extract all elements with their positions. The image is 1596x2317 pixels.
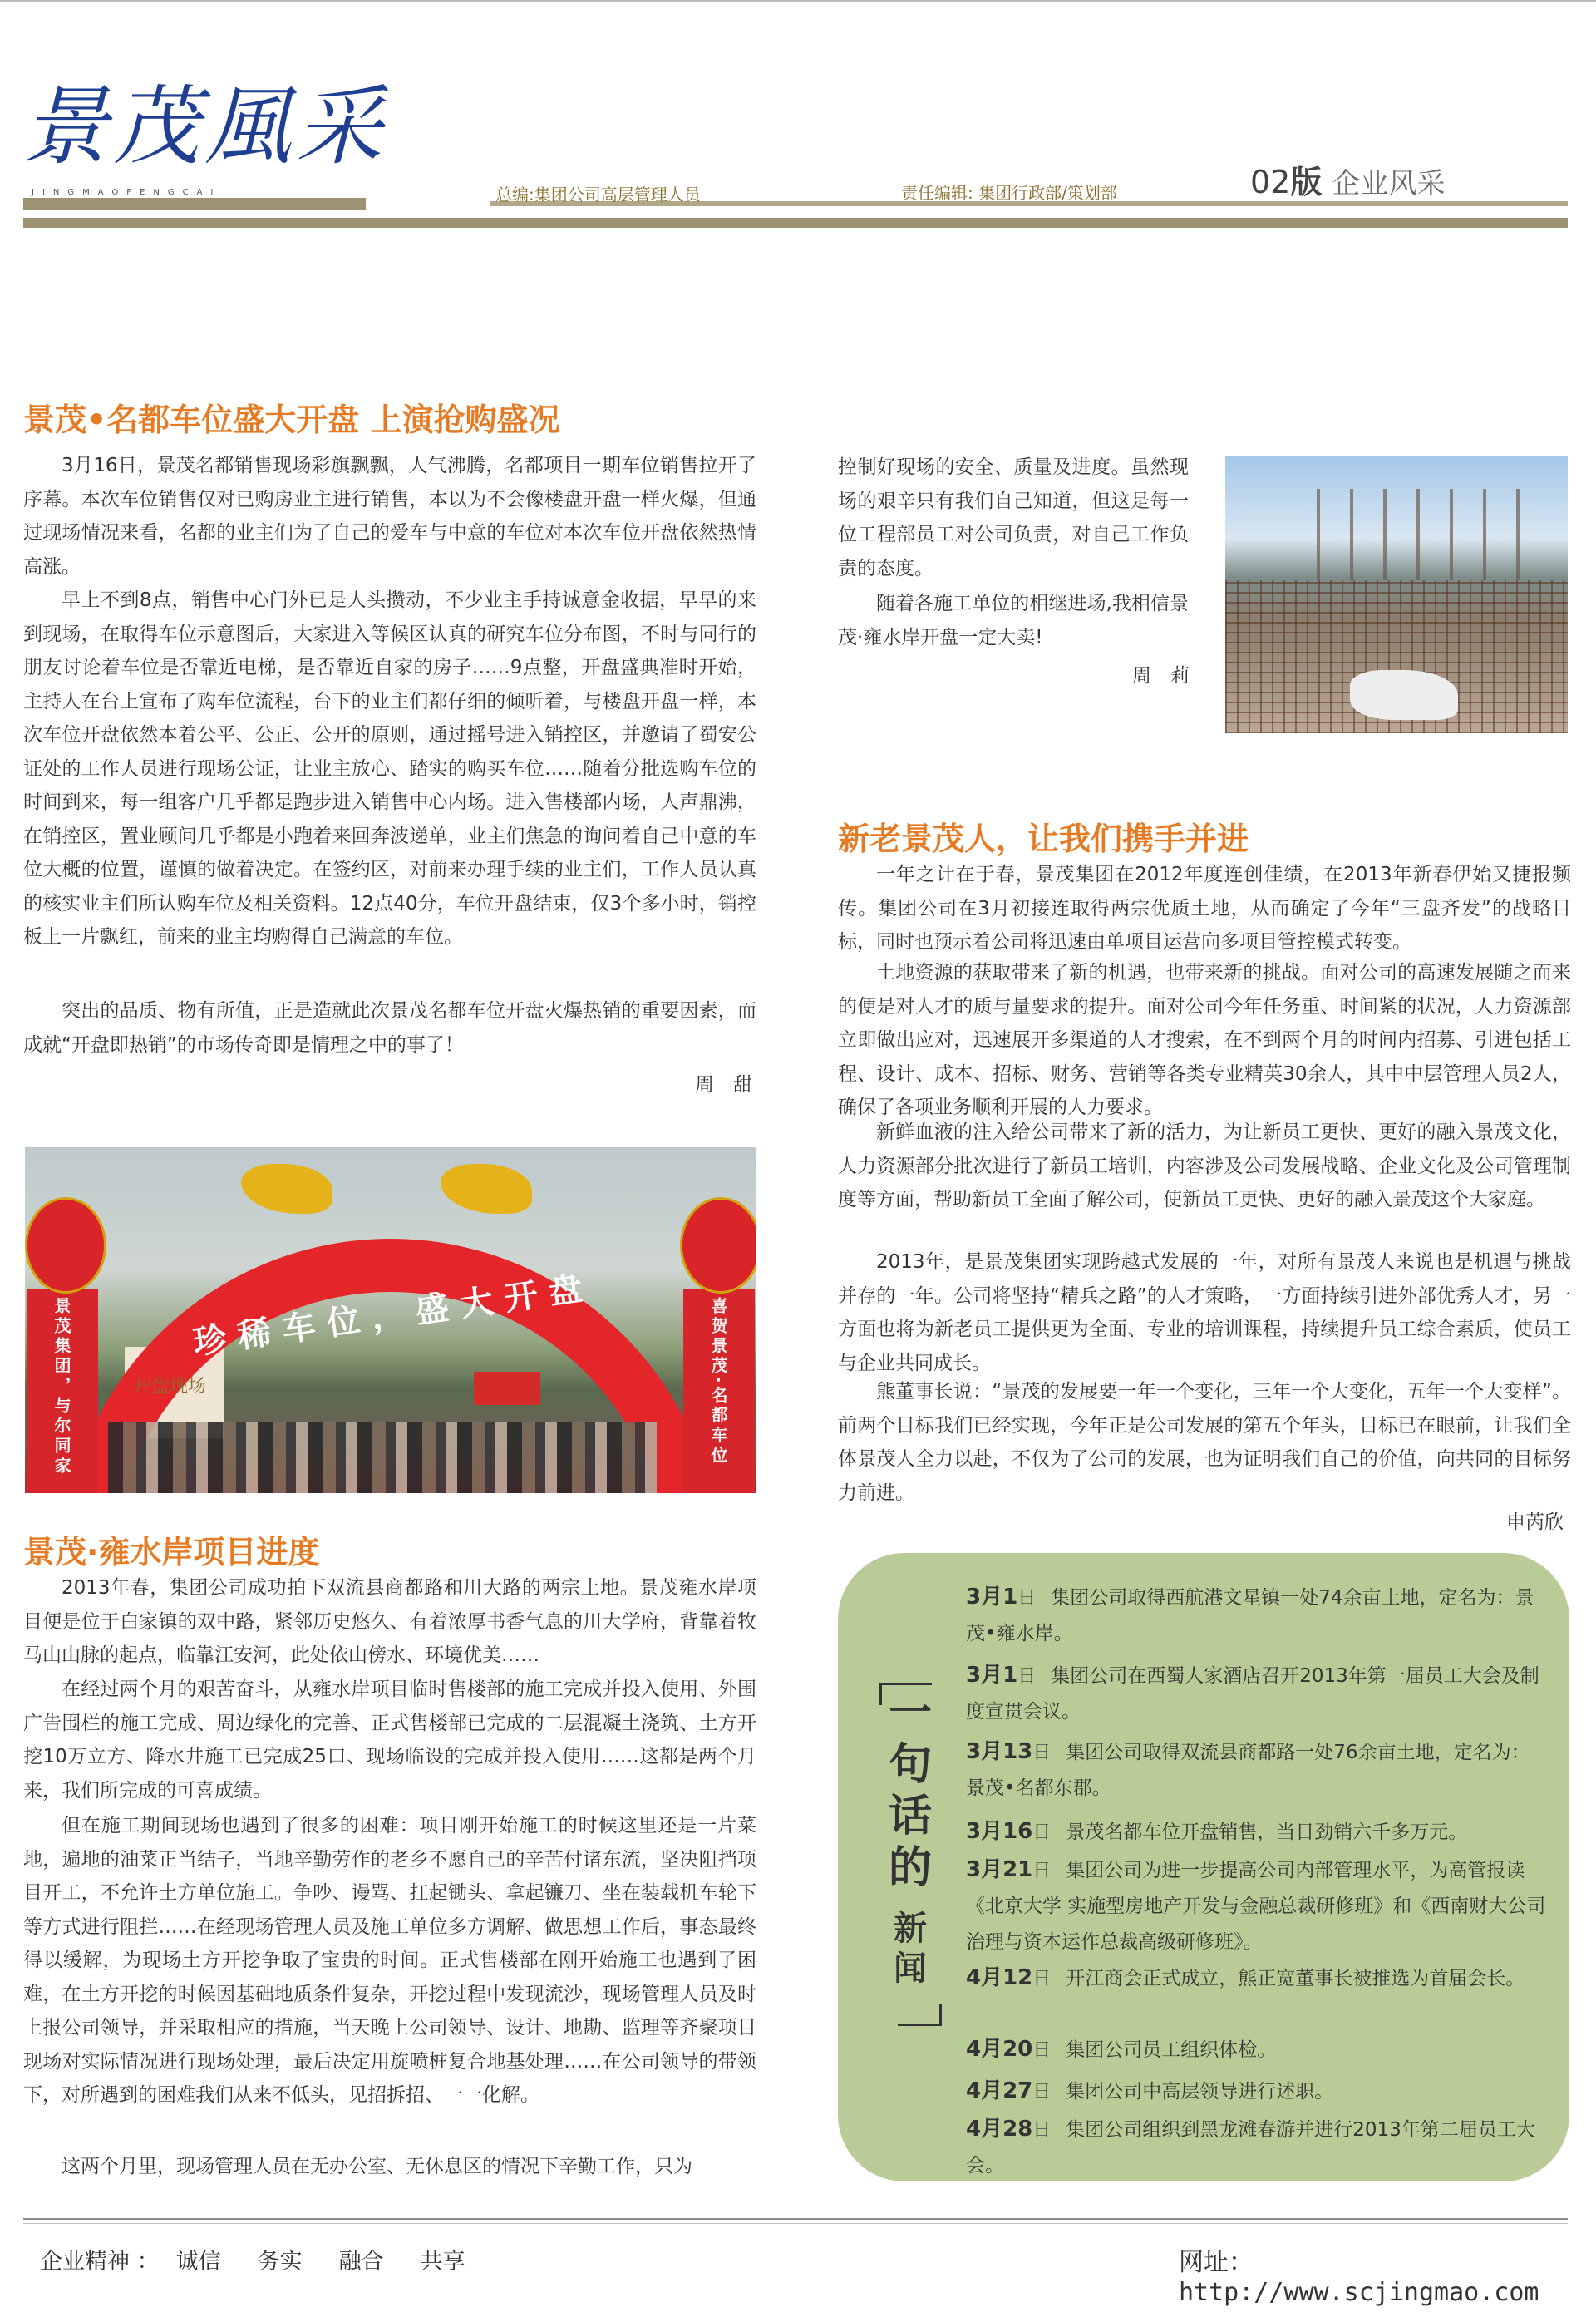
article1-paragraph-2: 早上不到8点，销售中心门外已是人头攒动，不少业主手持诚意金收据，早早的来到现场，在取得车位示意图后，大家进入等候区认真的研究车位分布图，不时与同行的朋友讨论着车位是否靠近电梯，是否靠近自家的房子……9点整，开盘盛典准时开始，主持人在台上宣布了购车位流程，台下的业主们都仔细的倾听着，与楼盘开盘一样，本次车位开盘依然本着公平、公正、公开的原则，通过摇号进入销控区，并邀请了蜀安公证处的工作人员进行现场公证，让业主放心、踏实的购买车位……随着分批选购车位的时间到来，每一组客户几乎都是跑步进入销售中心内场。进入售楼部内场，人声鼎沸，在销控区，置业顾问几乎都是小跑着来回奔波递单，业主们焦急的询问着自己中意的车位大概的位置，谨慎的做着决定。在签约区，对前来办理手续的业主们，工作人员认真的核实业主们所认购车位及相关资料。12点40分，车位开盘结束，仅3个多小时，销控板上一片飘红，前来的业主均购得自己满意的车位。 bbox=[23, 589, 756, 948]
news-label-main: 一句话的 bbox=[888, 1688, 932, 1893]
masthead-bar-bottom bbox=[23, 218, 1568, 228]
masthead-bar-left bbox=[23, 198, 366, 210]
masthead-logo: 景茂風采 bbox=[22, 76, 388, 177]
edition-suffix: 版 bbox=[1290, 164, 1323, 200]
article3-paragraph-3: 新鲜血液的注入给公司带来了新的活力，为让新员工更快、更好的融入景茂文化，人力资源部分批次进行了新员工培训，内容涉及公司发展战略、企业文化及公司管理制度等方面，帮助新员工全面了解公司，使新员工更快、更好的融入景茂这个大家庭。 bbox=[838, 1122, 1571, 1210]
news-item: 4月12日 开江商会正式成立，熊正宽董事长被推选为首届会长。 bbox=[966, 1965, 1525, 1990]
article2-continued-2: 随着各施工单位的相继进场,我相信景茂·雍水岸开盘一定大卖! bbox=[838, 593, 1189, 648]
news-label-sub: 新闻 bbox=[894, 1909, 927, 1988]
article2-title: 景茂·雍水岸项目进度 bbox=[23, 1534, 320, 1570]
news-item: 4月28日 集团公司组织到黑龙滩春游并进行2013年第二届员工大会。 bbox=[966, 2117, 1535, 2177]
article1-paragraph-1: 3月16日，景茂名都销售现场彩旗飘飘，人气沸腾，名都项目一期车位销售拉开了序幕。本次车位销售仅对已购房业主进行销售，本以为不会像楼盘开盘一样火爆，但通过现场情况来看，名都的业主们为了自己的爱车与中意的车位对本次车位开盘依然热情高涨。 bbox=[23, 455, 756, 578]
article3-title: 新老景茂人，让我们携手并进 bbox=[838, 821, 1249, 857]
footer-value: 诚信 bbox=[175, 2249, 221, 2275]
footer-rule-thin bbox=[23, 2223, 1568, 2224]
article2-continued-1: 控制好现场的安全、质量及进度。虽然现场的艰辛只有我们自己知道，但这是每一位工程部员工对公司负责，对自己工作负责的态度。 bbox=[838, 456, 1189, 579]
article2-paragraph-3: 但在施工期间现场也遇到了很多的困难：项目刚开始施工的时候这里还是一片菜地，遍地的油菜正当结子，当地辛勤劳作的老乡不愿自己的辛苦付诸东流，坚决阻挡项目开工，不允许土方单位施工。争吵、谩骂、扛起锄头、拿起镰刀、坐在装载机车轮下等方式进行阻拦……在经现场管理人员及施工单位多方调解、做思想工作后，事态最终得以缓解，为现场土方开挖争取了宝贵的时间。正式售楼部在刚开始施工也遇到了困难，在土方开挖的时候因基础地质条件复杂，开挖过程中发现流沙，现场管理人员及时上报公司领导，并采取相应的措施，当天晚上公司领导、设计、地勘、监理等齐聚项目现场对实际情况进行现场处理，最后决定用旋喷桩复合地基处理……在公司领导的带领下，对所遇到的困难我们从来不低头，见招拆招、一一化解。 bbox=[23, 1815, 756, 2106]
editor-in-chief: 总编:集团公司高层管理人员 bbox=[495, 185, 701, 205]
news-item: 4月20日 集团公司员工组织体检。 bbox=[966, 2037, 1277, 2062]
arch-right-pillar-text: 喜贺景茂·名都车位 bbox=[708, 1297, 728, 1467]
footer-value: 务实 bbox=[257, 2249, 303, 2275]
news-item: 3月13日 集团公司取得双流县商都路一处76余亩土地，定名为：景茂•名都东郡。 bbox=[966, 1739, 1530, 1799]
article3-paragraph-2: 土地资源的获取带来了新的机遇，也带来新的挑战。面对公司的高速发展随之而来的便是对人才的质与量要求的提升。面对公司今年任务重、时间紧的状况，人力资源部立即做出应对，迅速展开多渠道的人才搜索，在不到两个月的时间内招募、引进包括工程、设计、成本、招标、财务、营销等各类专业精英30余人，其中中层管理人员2人，确保了各项业务顺利开展的人力要求。 bbox=[838, 962, 1571, 1118]
footer-website[interactable]: 网址：http://www.scjingmao.com bbox=[1179, 2248, 1539, 2307]
article1-title: 景茂•名都车位盛大开盘 上演抢购盛况 bbox=[23, 402, 560, 438]
arch-left-pillar-text: 景茂集团，与尔同家 bbox=[52, 1297, 71, 1476]
article2-paragraph-2: 在经过两个月的艰苦奋斗，从雍水岸项目临时售楼部的施工完成并投入使用、外围广告围栏的施工完成、周边绿化的完善、正式售楼部已完成的二层混凝土浇筑、土方开挖10万立方、降水井施工已完成25口、现场临设的完成并投入使用……这都是两个月来，我们所完成的可喜成绩。 bbox=[23, 1679, 756, 1802]
article1-paragraph-3: 突出的品质、物有所值，正是造就此次景茂名都车位开盘火爆热销的重要因素，而成就“开盘即热销”的市场传奇即是情理之中的事了！ bbox=[23, 1000, 756, 1056]
arch-banner-text: 珍稀车位，盛大开盘 bbox=[190, 1268, 597, 1363]
footer-spirit-label: 企业精神 ： bbox=[40, 2249, 160, 2275]
article1-author: 周 甜 bbox=[695, 1074, 752, 1096]
photo-opening-arch bbox=[25, 1147, 756, 1493]
arch-board-text: 开盘现场 bbox=[133, 1376, 207, 1397]
article2-paragraph-4: 这两个月里，现场管理人员在无办公室、无休息区的情况下辛勤工作，只为 bbox=[62, 2156, 692, 2177]
responsible-editor: 责任编辑: 集团行政部/策划部 bbox=[901, 183, 1117, 203]
news-item: 3月16日 景茂名都车位开盘销售，当日劲销六千多万元。 bbox=[966, 1819, 1468, 1844]
edition-label bbox=[1250, 156, 1445, 202]
article2-author: 周 莉 bbox=[1132, 665, 1190, 687]
news-bracket-bottom bbox=[898, 2004, 942, 2026]
edition-section: 企业风采 bbox=[1332, 167, 1446, 200]
footer-value: 融合 bbox=[338, 2249, 384, 2275]
edition-number: 02 bbox=[1250, 164, 1291, 200]
footer-rule bbox=[23, 2218, 1568, 2220]
photo-construction-site bbox=[1225, 456, 1568, 733]
news-item: 3月1日 集团公司取得西航港文星镇一处74余亩土地，定名为：景茂•雍水岸。 bbox=[966, 1585, 1534, 1644]
article3-paragraph-1: 一年之计在于春，景茂集团在2012年度连创佳绩，在2013年新春伊始又捷报频传。集团公司在3月初接连取得两宗优质土地，从而确定了今年“三盘齐发”的战略目标，同时也预示着公司将迅速由单项目运营向多项目管控模式转变。 bbox=[838, 864, 1571, 953]
footer-value: 共享 bbox=[420, 2249, 466, 2275]
masthead-pinyin: JINGMAOFENGCAI bbox=[32, 188, 222, 197]
article2-paragraph-1: 2013年春，集团公司成功拍下双流县商都路和川大路的两宗土地。景茂雍水岸项目便是位于白家镇的双中路，紧邻历史悠久、有着浓厚书香气息的川大学府，背靠着牧马山山脉的起点，临靠江安河，此处依山傍水、环境优美…… bbox=[23, 1577, 756, 1666]
news-item: 4月27日 集团公司中高层领导进行述职。 bbox=[966, 2078, 1334, 2103]
article3-author: 申芮欣 bbox=[1506, 1511, 1564, 1533]
news-item: 3月21日 集团公司为进一步提高公司内部管理水平，为高管报读《北京大学 实施型房地产开发与金融总裁研修班》和《西南财大公司治理与资本运作总裁高级研修班》。 bbox=[966, 1857, 1546, 1953]
top-rule bbox=[0, 0, 1596, 2]
footer-corporate-spirit bbox=[40, 2243, 502, 2275]
news-label bbox=[881, 1688, 939, 1989]
article3-paragraph-5: 熊董事长说：“景茂的发展要一年一个变化，三年一个大变化，五年一个大变样”。前两个目标我们已经实现，今年正是公司发展的第五个年头，目标已在眼前，让我们全体景茂人全力以赴，不仅为了公司的发展，也为证明我们自己的价值，向共同的目标努力前进。 bbox=[838, 1381, 1571, 1504]
news-item: 3月1日 集团公司在西蜀人家酒店召开2013年第一届员工大会及制度宣贯会议。 bbox=[966, 1663, 1539, 1723]
article3-paragraph-4: 2013年，是景茂集团实现跨越式发展的一年，对所有景茂人来说也是机遇与挑战并存的一年。公司将坚持“精兵之路”的人才策略，一方面持续引进外部优秀人才，另一方面也将为新老员工提供更为全面、专业的培训课程，持续提升员工综合素质，使员工与企业共同成长。 bbox=[838, 1251, 1571, 1374]
